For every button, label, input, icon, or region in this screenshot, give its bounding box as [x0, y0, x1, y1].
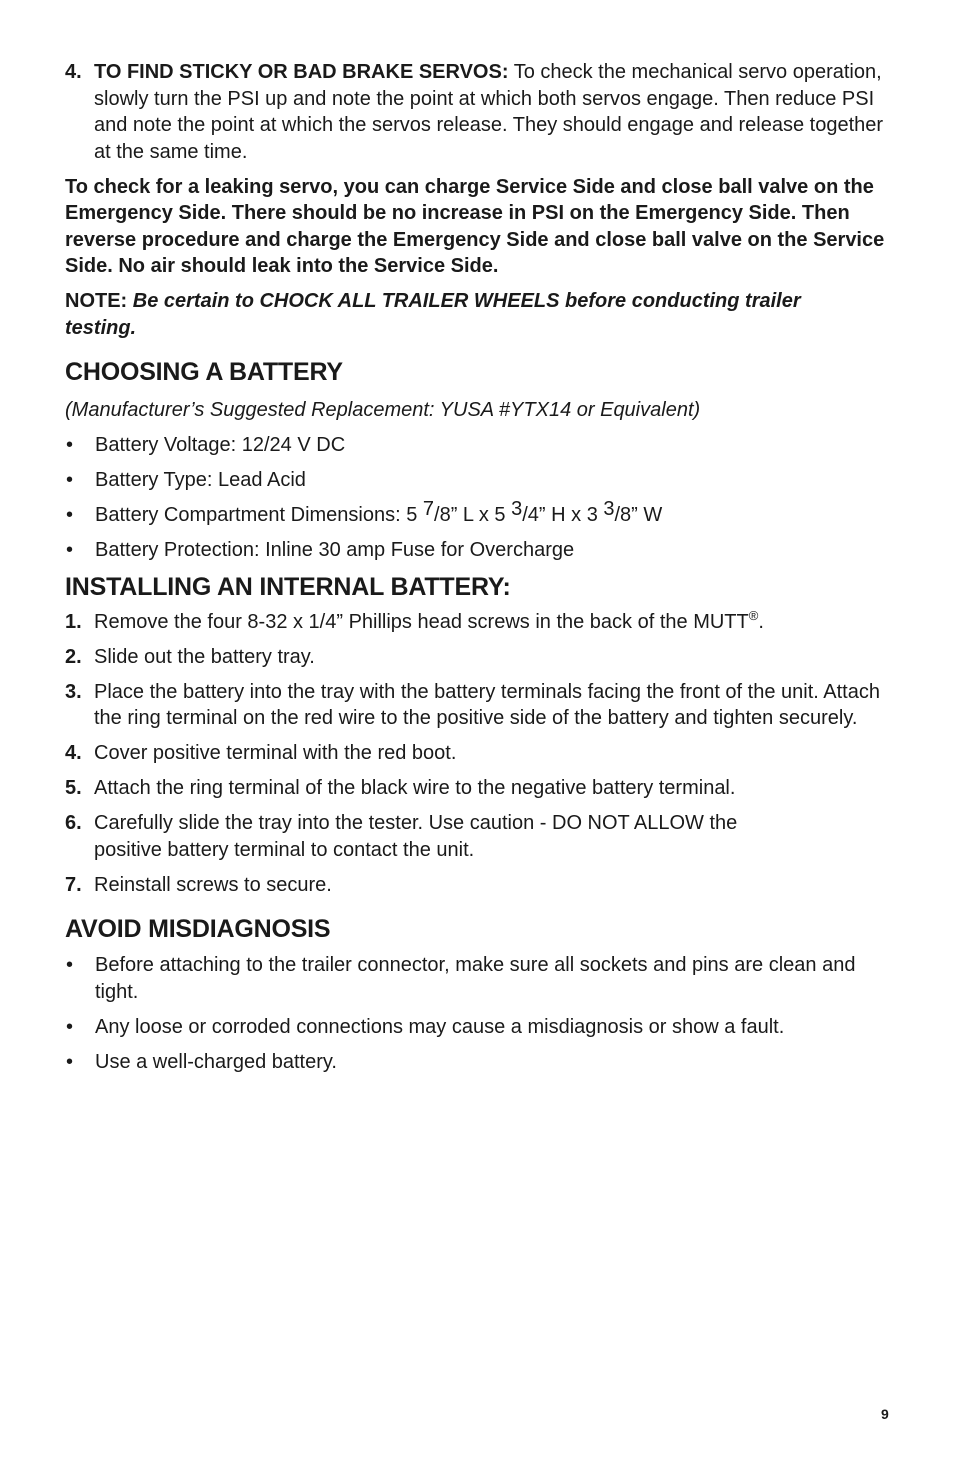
dim-width: /8” W — [614, 504, 663, 526]
step-text: Slide out the battery tray. — [94, 645, 315, 668]
list-item-text: Use a well-charged battery. — [95, 1050, 337, 1073]
install-step — [65, 740, 890, 767]
manual-page — [65, 59, 890, 1075]
dimensions-text — [95, 498, 890, 529]
step-text: Carefully slide the tray into the tester. Use caution - DO NOT ALLOW the positive battery terminal to contact the unit. — [94, 812, 738, 861]
leak-paragraph: To check for a leaking servo, you can charge Service Side and close ball valve on the Emergency Side. There should be no increase in PSI on the Emergency Side. Then reverse procedure and charge the Emergency Side and close ball valve on the Service Side. No air should leak into the Service Side. — [65, 175, 885, 277]
step-number: 4. — [65, 742, 82, 764]
note-paragraph — [65, 288, 890, 341]
step-text — [94, 59, 890, 165]
list-item-text: Any loose or corroded connections may cause a misdiagnosis or show a fault. — [95, 1015, 785, 1038]
step-number: 4. — [65, 61, 82, 83]
install-step — [65, 609, 890, 636]
step-number: 6. — [65, 812, 82, 834]
list-item-text: Battery Voltage: 12/24 V DC — [95, 434, 346, 456]
note-text: Be certain to CHOCK ALL TRAILER WHEELS before conducting trailer testing. — [65, 290, 801, 339]
step-number: 1. — [65, 610, 82, 633]
bullet: • — [66, 469, 74, 491]
note-label: NOTE: — [65, 290, 128, 312]
registered-mark: ® — [748, 607, 759, 623]
install-step — [65, 644, 890, 671]
step-text: Reinstall screws to secure. — [94, 873, 332, 896]
install-step — [65, 679, 890, 732]
bullet: • — [66, 434, 74, 456]
page-number: 9 — [881, 1406, 889, 1422]
bullet: • — [66, 954, 74, 976]
battery-subtitle: (Manufacturer’s Suggested Replacement: YUSA #YTX14 or Equivalent) — [65, 399, 701, 421]
bullet: • — [66, 1050, 74, 1073]
step-text: Cover positive terminal with the red boot. — [94, 742, 457, 764]
install-step — [65, 775, 890, 802]
list-item-text: Battery Type: Lead Acid — [95, 469, 306, 491]
section-heading-installing: INSTALLING AN INTERNAL BATTERY: — [65, 572, 511, 601]
section-heading-avoid-misdiagnosis: AVOID MISDIAGNOSIS — [65, 915, 331, 943]
step-title: TO FIND STICKY OR BAD BRAKE SERVOS: — [94, 61, 509, 83]
list-item — [65, 432, 890, 459]
step-text: Place the battery into the tray with the battery terminals facing the front of the unit. Attach the ring terminal on the red wire to the positive side of the battery and tighten securely. — [94, 680, 880, 729]
list-item — [65, 1014, 890, 1041]
step-number: 5. — [65, 777, 82, 799]
step-number: 3. — [65, 680, 82, 703]
dim-height: /4” H x 3 — [522, 504, 604, 526]
list-item — [65, 537, 890, 564]
dim-fraction-numerator: 3 — [511, 498, 523, 520]
step-end: . — [758, 610, 764, 633]
bullet: • — [66, 539, 74, 561]
servo-step — [65, 59, 890, 165]
step-body: Remove the four 8-32 x 1/4” Phillips head screws in the back of the MUTT — [94, 610, 749, 633]
list-item — [65, 467, 890, 494]
dim-length: /8” L x 5 — [434, 504, 512, 526]
bullet: • — [66, 504, 74, 526]
step-number: 2. — [65, 645, 82, 668]
list-item-text: Before attaching to the trailer connector, make sure all sockets and pins are clean and tight. — [95, 954, 856, 1003]
step-text — [94, 609, 890, 636]
list-item — [65, 1049, 890, 1076]
step-number: 7. — [65, 873, 82, 896]
dim-prefix: Battery Compartment Dimensions: 5 — [95, 504, 423, 526]
step-body: To check the mechanical servo operation, slowly turn the PSI up and note the point at which both servos engage. Then reduce PSI and note the point at which the servos release. They should engage and release together at the same time. — [94, 61, 884, 163]
install-step — [65, 810, 890, 863]
bullet: • — [66, 1015, 74, 1038]
list-item-text: Battery Protection: Inline 30 amp Fuse for Overcharge — [95, 539, 575, 561]
step-text: Attach the ring terminal of the black wire to the negative battery terminal. — [94, 777, 736, 799]
list-item — [65, 952, 890, 1005]
dim-fraction-numerator: 3 — [603, 498, 615, 520]
list-item-dimensions — [65, 498, 890, 529]
dim-fraction-numerator: 7 — [422, 498, 435, 520]
section-heading-choosing-battery: CHOOSING A BATTERY — [65, 358, 343, 386]
install-step — [65, 872, 890, 899]
